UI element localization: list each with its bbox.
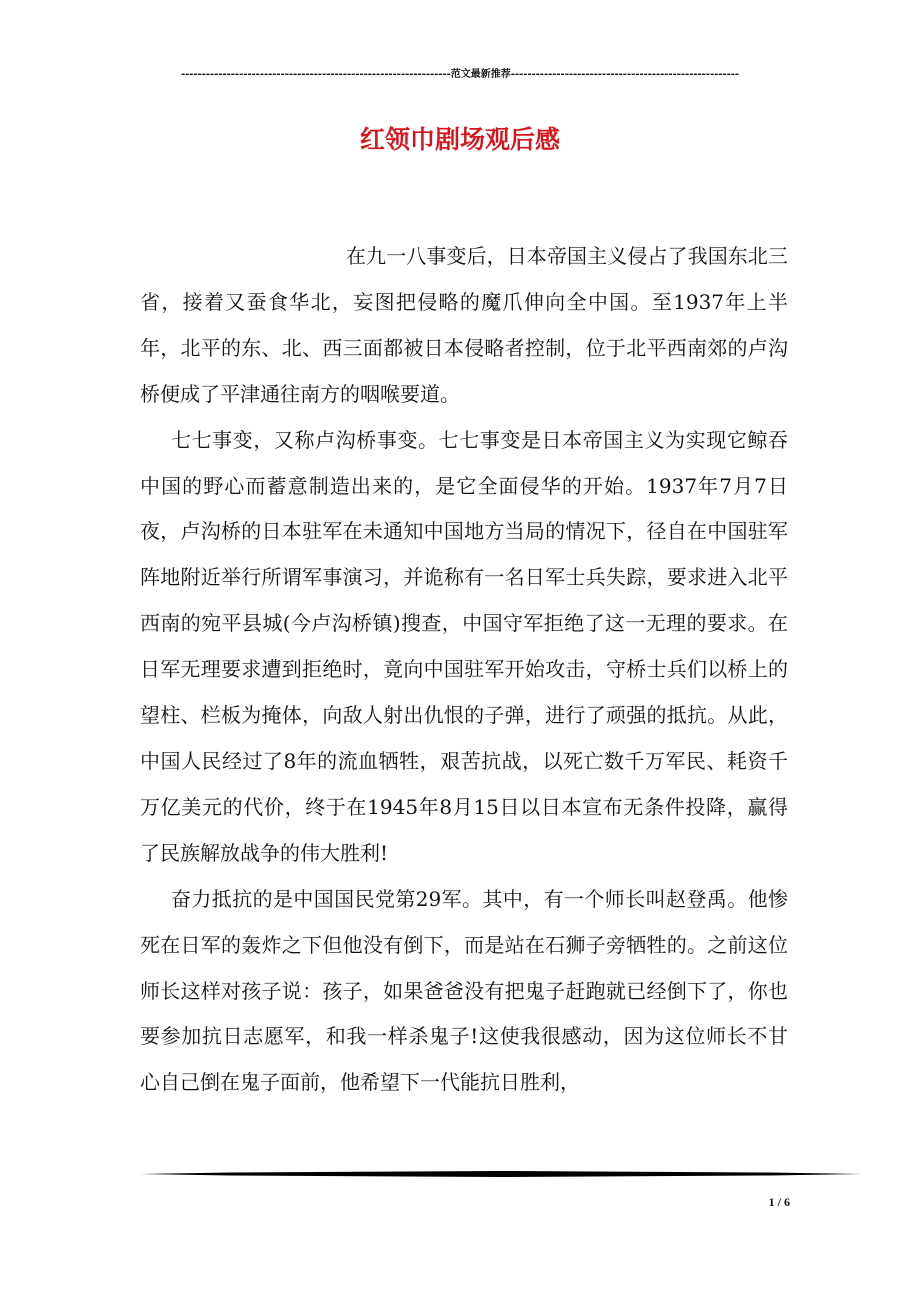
page-number: 1 / 6 (768, 1195, 790, 1209)
paragraph-2: 七七事变，又称卢沟桥事变。七七事变是日本帝国主义为实现它鲸吞中国的野心而蓄意制造出来的，是它全面侵华的开始。1937年7月7日夜，卢沟桥的日本驻军在未通知中国地方当局的情况下，径自在中国驻军阵地附近举行所谓军事演习，并诡称有一名日军士兵失踪，要求进入北平西南的宛平县城(今卢沟桥镇)搜查，中国守军拒绝了这一无理的要求。在日军无理要求遭到拒绝时，竟向中国驻军开始攻击，守桥士兵们以桥上的望柱、栏板为掩体，向敌人射出仇恨的子弹，进行了顽强的抵抗。从此，中国人民经过了8年的流血牺牲，艰苦抗战，以死亡数千万军民、耗资千万亿美元的代价，终于在1945年8月15日以日本宣布无条件投降，赢得了民族解放战争的伟大胜利! (140, 427, 788, 865)
paragraph-1: 在九一八事变后，日本帝国主义侵占了我国东北三省，接着又蚕食华北，妄图把侵略的魔爪伸向全中国。至1937年上半年，北平的东、北、西三面都被日本侵略者控制，位于北平西南郊的卢沟桥便成了平津通往南方的咽喉要道。 (140, 244, 788, 406)
footer-divider (140, 1171, 862, 1177)
document-body (140, 234, 788, 1106)
paragraph-3: 奋力抵抗的是中国国民党第29军。其中，有一个师长叫赵登禹。他惨死在日军的轰炸之下但他没有倒下，而是站在石狮子旁牺牲的。之前这位师长这样对孩子说：孩子，如果爸爸没有把鬼子赶跑就已经倒下了，你也要参加抗日志愿军，和我一样杀鬼子!这使我很感动，因为这位师长不甘心自己倒在鬼子面前，他希望下一代能抗日胜利， (140, 886, 788, 1095)
document-title: 红领巾剧场观后感 (359, 125, 560, 154)
page-header: -----------------------------------------------------------------范文最新推荐------------------------------------------------------- (180, 69, 740, 80)
